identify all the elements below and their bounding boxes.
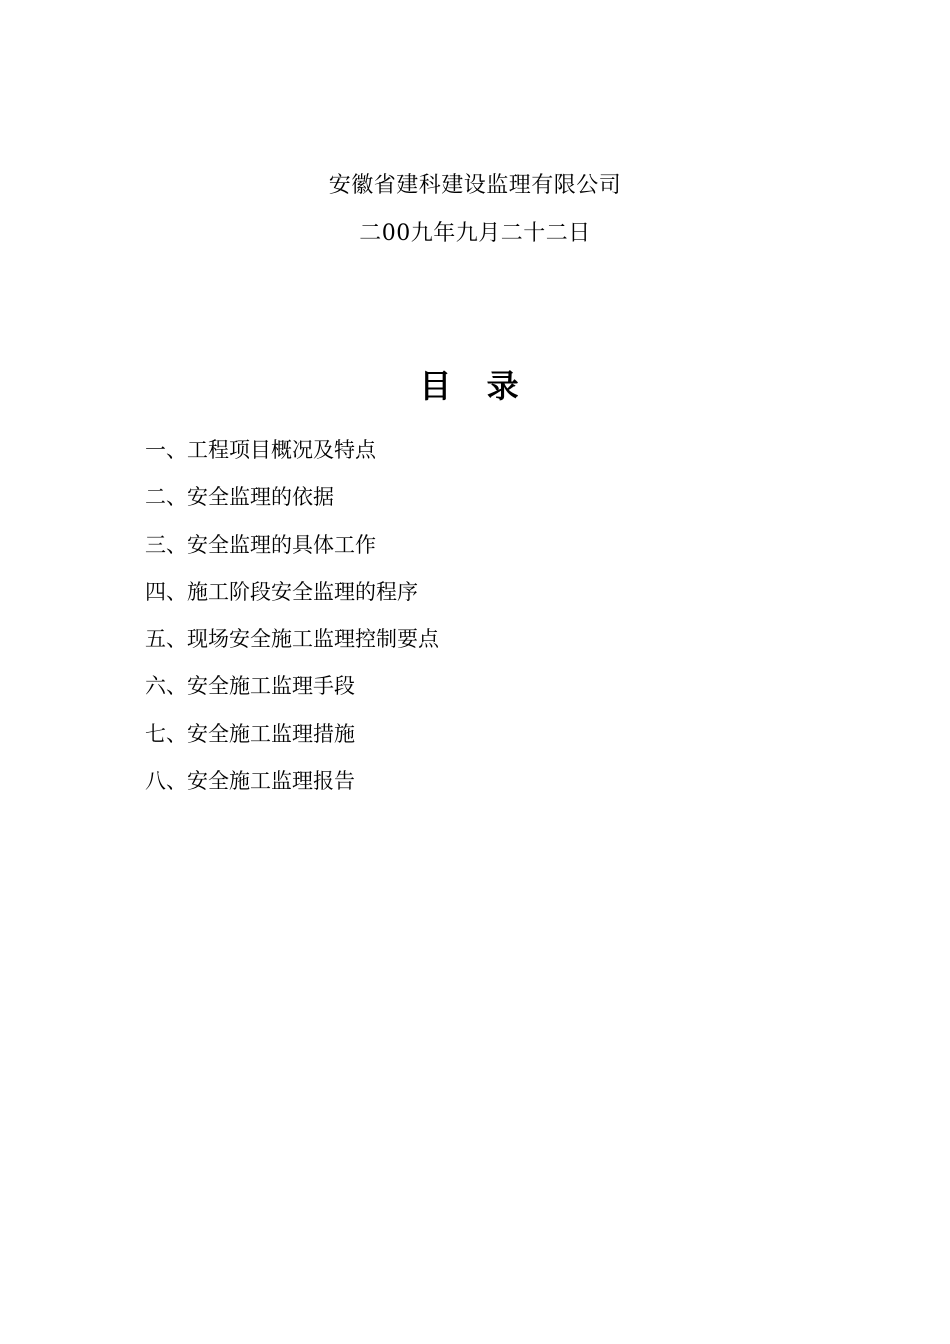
toc-item: 五、现场安全施工监理控制要点 bbox=[145, 627, 439, 652]
toc-item: 二、安全监理的依据 bbox=[145, 485, 334, 510]
toc-item: 四、施工阶段安全监理的程序 bbox=[145, 579, 418, 604]
toc-title: 目 录 bbox=[419, 367, 531, 405]
toc-item: 八、安全施工监理报告 bbox=[145, 769, 355, 794]
toc-list bbox=[145, 432, 439, 810]
company-name: 安徽省建科建设监理有限公司 bbox=[328, 173, 622, 198]
toc-item: 一、工程项目概况及特点 bbox=[145, 438, 376, 462]
document-date: 二00九年九月二十二日 bbox=[359, 221, 591, 246]
toc-item: 七、安全施工监理措施 bbox=[145, 721, 355, 746]
toc-item: 六、安全施工监理手段 bbox=[145, 674, 355, 699]
toc-item: 三、安全监理的具体工作 bbox=[145, 532, 376, 557]
